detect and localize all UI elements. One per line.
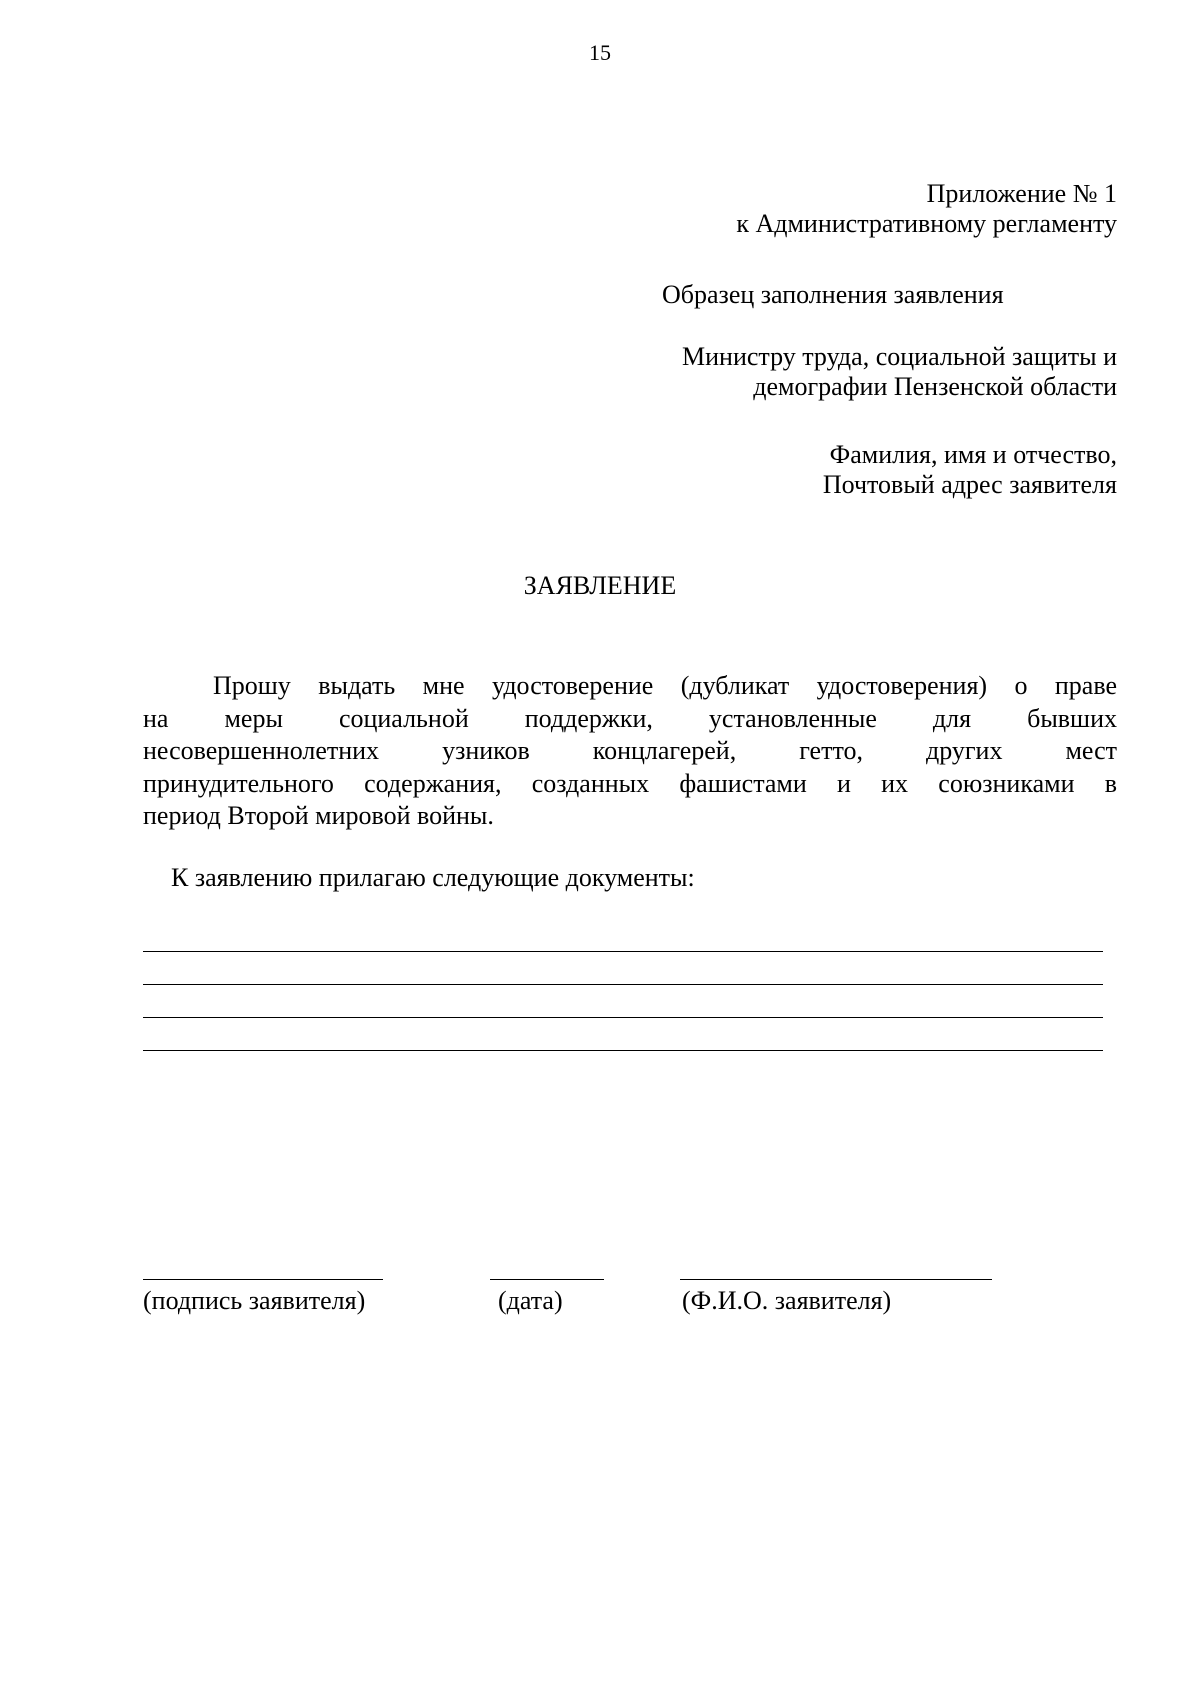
- request-line: принудительного содержания, созданных фашистами и их союзниками в: [143, 768, 1117, 798]
- request-line: Прошу выдать мне удостоверение (дубликат удостоверения) о праве: [213, 671, 1117, 700]
- addressee-line-1: Министру труда, социальной защиты и: [682, 342, 1117, 371]
- fio-blank-line[interactable]: [680, 1279, 992, 1280]
- appendix-reference: к Административному регламенту: [736, 209, 1117, 238]
- applicant-block: [417, 440, 1117, 500]
- request-line: период Второй мировой войны.: [143, 801, 494, 830]
- attachment-blank-line[interactable]: [143, 984, 1103, 985]
- appendix-number: Приложение № 1: [926, 179, 1117, 208]
- attachment-blank-line[interactable]: [143, 1050, 1103, 1051]
- attachment-blank-line[interactable]: [143, 1017, 1103, 1018]
- page-number: 15: [589, 40, 611, 65]
- signature-label: (подпись заявителя): [143, 1286, 366, 1315]
- fio-label: (Ф.И.О. заявителя): [682, 1286, 892, 1315]
- date-blank-line[interactable]: [490, 1279, 604, 1280]
- request-line: на меры социальной поддержки, установленные для бывших: [143, 703, 1117, 733]
- signature-blank-line[interactable]: [143, 1279, 383, 1280]
- attachments-intro: К заявлению прилагаю следующие документы:: [171, 863, 695, 892]
- addressee-line-2: демографии Пензенской области: [753, 372, 1117, 401]
- document-title: ЗАЯВЛЕНИЕ: [523, 571, 677, 600]
- applicant-line-2: Почтовый адрес заявителя: [822, 470, 1117, 499]
- request-line: несовершеннолетних узников концлагерей, гетто, других мест: [143, 736, 1117, 765]
- addressee-block: [417, 342, 1117, 402]
- appendix-heading: [417, 179, 1117, 239]
- date-label: (дата): [498, 1286, 563, 1315]
- applicant-line-1: Фамилия, имя и отчество,: [829, 440, 1117, 469]
- request-paragraph: [143, 670, 1117, 833]
- attachment-blank-line[interactable]: [143, 951, 1103, 952]
- sample-title: Образец заполнения заявления: [662, 280, 1004, 309]
